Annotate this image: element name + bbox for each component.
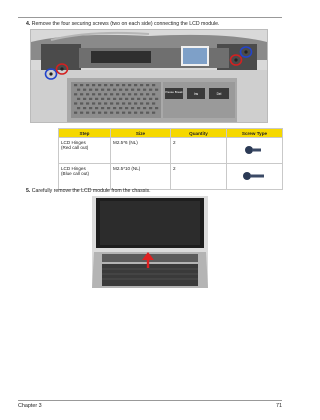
screw-short-icon [244, 145, 266, 155]
table-header-row [59, 129, 283, 138]
col-screw-type: Screw Type [227, 129, 283, 138]
footer-chapter: Chapter 3 [18, 403, 42, 409]
cell-size: M2.5*10 (NL) [111, 164, 171, 190]
step-4: 4. Remove the four securing screws (two on each side) connecting the LCD module. [26, 21, 220, 27]
bottom-rule [18, 400, 282, 401]
cell-screw-type [227, 164, 283, 190]
cell-size: M2.5*6 (NL) [111, 138, 171, 164]
cell-step: LCD Hinges (Red call out) [59, 138, 111, 164]
cell-quantity: 2 [171, 138, 227, 164]
step-4-text: Remove the four securing screws (two on each side) connecting the LCD module. [31, 21, 220, 27]
keyboard [102, 264, 198, 286]
screw-table [58, 128, 283, 190]
cell-quantity: 2 [171, 164, 227, 190]
step-5: 5. Carefully remove the LCD module from the chassis. [26, 188, 151, 194]
table-row [59, 164, 283, 190]
key-del: Del [216, 92, 222, 96]
step-5-text: Carefully remove the LCD module from the chassis. [31, 188, 151, 194]
top-rule [18, 17, 282, 18]
lcd-removal-photo [92, 196, 208, 288]
key-pause-break: Pause Break [165, 90, 183, 94]
hinge-screws-photo [30, 29, 268, 123]
cell-screw-type [227, 138, 283, 164]
footer-page-number: 71 [276, 403, 282, 409]
screw-long-icon [242, 171, 268, 181]
table-row [59, 138, 283, 164]
col-step: Step [59, 129, 111, 138]
key-ins: Ins [193, 92, 199, 96]
col-size: Size [111, 129, 171, 138]
col-quantity: Quantity [171, 129, 227, 138]
cell-step: LCD Hinges (Blue call out) [59, 164, 111, 190]
